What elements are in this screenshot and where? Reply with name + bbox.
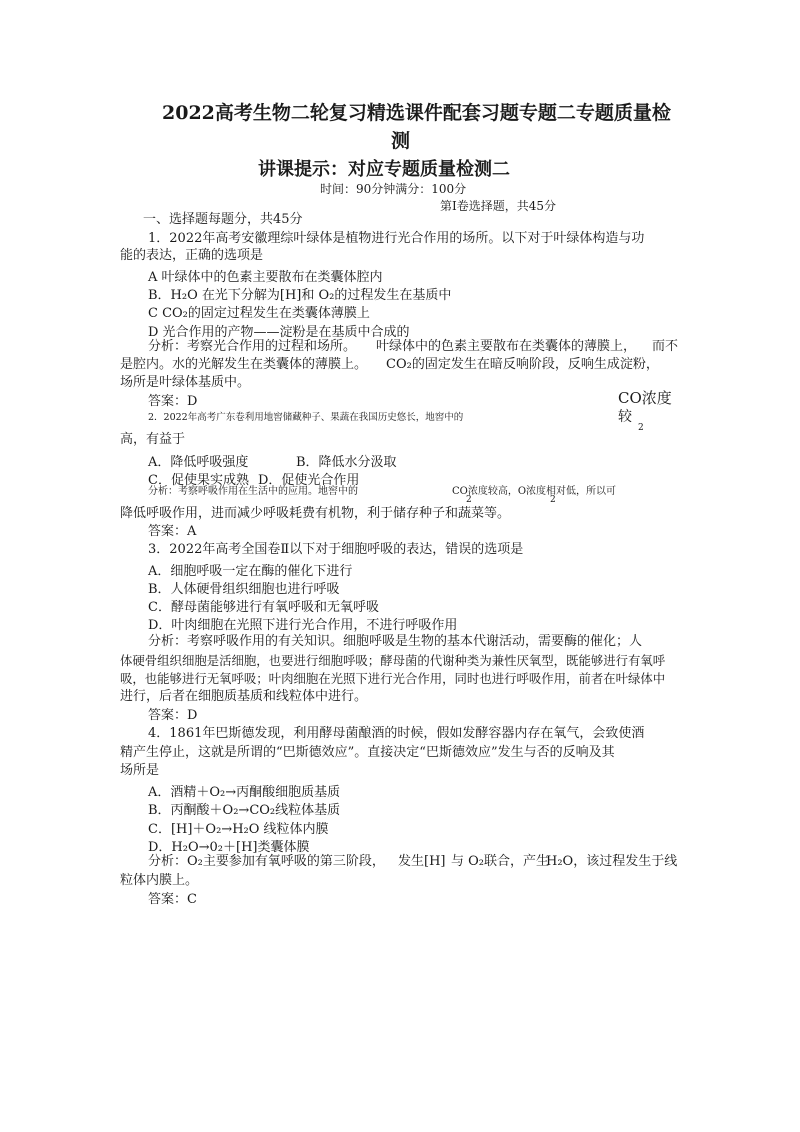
time-score-line: 时间：90分钟满分：100分: [320, 182, 467, 196]
volume-heading: 第Ⅰ卷选择题，共45分: [440, 199, 557, 213]
q1-analysis-line2a: 是腔内。水的光解发生在类囊体的薄膜上。: [120, 357, 368, 372]
q2-analysis-part2: CO浓度较高，O浓度相对低，所以可: [452, 486, 617, 497]
q3-answer: 答案：D: [148, 708, 198, 723]
q2-option-b: B．降低水分汲取: [296, 455, 397, 470]
q3-option-c: C．酵母菌能够进行有氧呼吸和无氧呼吸: [148, 600, 379, 615]
q3-option-d: D．叶肉细胞在光照下进行光合作用，不进行呼吸作用: [148, 618, 458, 633]
q3-option-b: B．人体硬骨组织细胞也进行呼吸: [148, 582, 340, 597]
q3-option-a: A．细胞呼吸一定在酶的催化下进行: [148, 564, 353, 579]
q4-option-d: D．H₂O→0₂＋[H]类囊体膜: [148, 840, 310, 855]
q1-analysis-line3: 场所是叶绿体基质中。: [120, 375, 251, 390]
q1-stem-line2: 能的表达，正确的选项是: [120, 248, 264, 263]
q4-option-c: C．[H]＋O₂→H₂O 线粒体内膜: [148, 822, 329, 837]
page-title: 2022高考生物二轮复习精选课件配套习题专题二专题质量检: [162, 102, 671, 124]
q4-stem-line2: 精产生停止，这就是所谓的“巴斯德效应”。直接决定“巴斯德效应”发生与否的反响及其: [120, 745, 615, 760]
section-heading: 一、选择题每题分，共45分: [143, 212, 303, 227]
q3-analysis-line4: 进行，后者在细胞质基质和线粒体中进行。: [120, 689, 368, 704]
q4-analysis-line2: 粒体内膜上。: [120, 873, 199, 888]
page-title-continued: 测: [391, 130, 411, 152]
q2-analysis-line2: 降低呼吸作用，进而减少呼吸耗费有机物，利于储存种子和蔬菜等。: [120, 506, 511, 521]
q1-option-d: D 光合作用的产物——淀粉是在基质中合成的: [148, 325, 410, 340]
q2-subscript-2: 2: [638, 423, 644, 433]
q2-answer: 答案：A: [148, 524, 197, 539]
q4-option-a: A．酒精＋O₂→丙酮酸细胞质基质: [148, 785, 341, 800]
q1-stem-line1: 1．2022年高考安徽理综叶绿体是植物进行光合作用的场所。以下对于叶绿体构造与功: [148, 231, 645, 246]
q2-analysis-part1: 分析：考察呼吸作用在生活中的应用。地窖中的: [148, 486, 358, 497]
q2-jiao-label: 较: [618, 409, 632, 425]
q1-analysis-line2b: CO₂的固定发生在暗反响阶段，反响生成淀粉，: [386, 357, 659, 372]
q2-stem-line1: 2．2022年高考广东卷利用地窖储藏种子、果蔬在我国历史悠长，地窖中的: [148, 412, 464, 423]
q4-answer: 答案：C: [148, 892, 197, 907]
q4-analysis-part1: 分析：O₂主要参加有氧呼吸的第三阶段，: [148, 854, 385, 869]
q4-option-b: B．丙酮酸＋O₂→CO₂线粒体基质: [148, 803, 341, 818]
q1-analysis-part2: 叶绿体中的色素主要散布在类囊体的薄膜上，: [376, 339, 637, 354]
q3-analysis-line2: 体硬骨组织细胞是活细胞，也要进行细胞呼吸；酵母菌的代谢种类为兼性厌氧型，既能够进行有氧呼: [120, 653, 666, 668]
q2-stem-line2: 高，有益于: [120, 432, 186, 447]
q3-analysis-line3: 吸，也能够进行无氧呼吸；叶肉细胞在光照下进行光合作用，同时也进行呼吸作用，前者在叶绿体中: [120, 671, 666, 686]
q4-analysis-part3: 与 O₂联合，产生: [451, 854, 550, 869]
q4-analysis-part4: H₂O，该过程发生于线: [546, 854, 678, 869]
q1-analysis-part1: 分析：考察光合作用的过程和场所。: [148, 339, 357, 354]
q1-answer: 答案：D: [148, 394, 198, 409]
q2-option-c: C．促使果实成熟: [148, 473, 249, 488]
q1-option-b: B．H₂O 在光下分解为[H]和 O₂的过程发生在基质中: [148, 288, 452, 303]
q2-analysis-subscript-co2: 2: [466, 495, 472, 505]
q2-option-a: A．降低呼吸强度: [148, 455, 249, 470]
page-subtitle: 讲课提示：对应专题质量检测二: [258, 159, 510, 180]
q1-analysis-part3: 而不: [652, 339, 679, 354]
q3-stem: 3．2022年高考全国卷Ⅱ以下对于细胞呼吸的表达，错误的选项是: [148, 542, 524, 557]
q4-stem-line3: 场所是: [120, 763, 160, 778]
q1-option-a: A 叶绿体中的色素主要散布在类囊体腔内: [148, 270, 383, 285]
q2-co-label: CO浓度: [618, 389, 672, 407]
q1-option-c: C CO₂的固定过程发生在类囊体薄膜上: [148, 306, 370, 321]
q2-option-d: D．促使光合作用: [258, 473, 360, 488]
q4-stem-line1: 4．1861年巴斯德发现，利用酵母菌酿酒的时候，假如发酵容器内存在氧气，会致使酒: [148, 726, 645, 741]
q3-analysis-line1: 分析：考察呼吸作用的有关知识。细胞呼吸是生物的基本代谢活动，需要酶的催化；人: [148, 634, 643, 649]
q4-analysis-part2: 发生[H]: [398, 854, 446, 869]
q2-analysis-subscript-o2: 2: [550, 495, 556, 505]
